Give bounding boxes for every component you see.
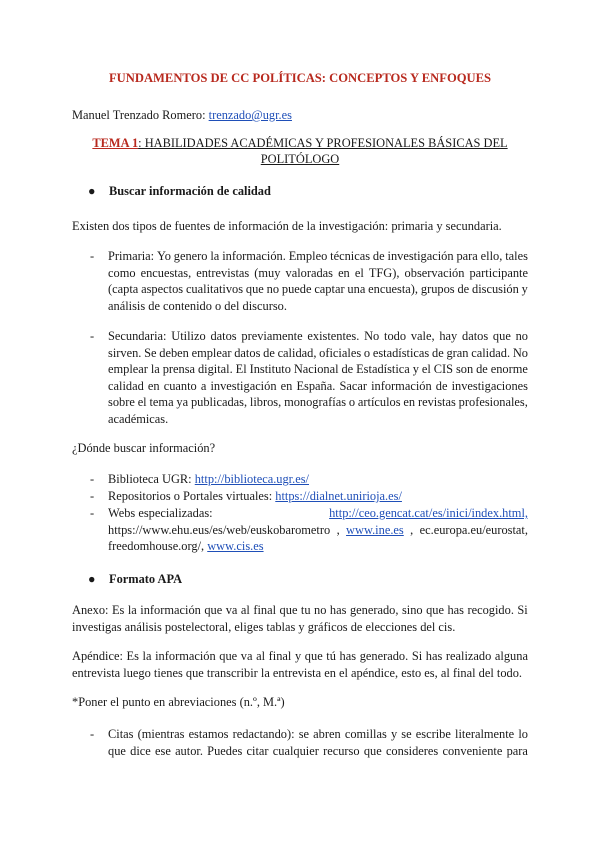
tema-text-line2: POLITÓLOGO	[260, 151, 340, 166]
dash-marker: -	[90, 249, 95, 263]
apendice-paragraph: Apéndice: Es la información que va al final y que tú has generado. Si has realizado alguna entrevista luego tienes que transcribir la entrevista en el apéndice, esto es, al final del todo.	[72, 649, 528, 680]
dash-marker: -	[90, 489, 95, 503]
repositorios-label: Repositorios o Portales virtuales:	[108, 489, 273, 503]
primaria-line: análisis de contenido o del discurso.	[108, 298, 287, 313]
author-label: Manuel Trenzado Romero:	[72, 108, 206, 122]
secundaria-line: sobre el tema ya publicadas, libros, monografías o artículos en revistas profesionales,	[108, 395, 528, 410]
primaria-text	[108, 248, 528, 314]
secundaria-line: emplear la prensa digital. El Instituto Nacional de Estadística y el CIS son de enorme	[108, 362, 528, 377]
euskobarometro-url: https://www.ehu.eus/es/web/euskobarometro	[108, 522, 331, 537]
citas-text: Citas (mientras estamos redactando): se abren comillas y se escribe literalmente lo que dice ese autor. Puedes citar cualquier recurso que consideres conveniente para	[108, 727, 528, 758]
abbreviation-note: *Poner el punto en abreviaciones (n.º, M.ª)	[72, 695, 285, 709]
intro-paragraph: Existen dos tipos de fuentes de información de la investigación: primaria y secundaria.	[72, 219, 502, 233]
ceo-link[interactable]: http://ceo.gencat.cat/es/inici/index.html,	[329, 506, 528, 520]
primaria-line: (capta aspectos cualitativos que no puede captar una encuesta), grupos de discusión y	[108, 282, 528, 297]
anexo-paragraph: Anexo: Es la información que va al final que tu no has generado, sino que has recogido. Si investigas análisis postelectoral, eliges tablas y gráficos de elecciones del cis.	[72, 603, 528, 634]
donde-question: ¿Dónde buscar información?	[72, 441, 216, 455]
primaria-line: Primaria: Yo genero la información. Empleo técnicas de investigación para ello, tales	[108, 249, 528, 263]
secundaria-line: calidad en cuanto a investigación en España. Sacar información de investigaciones	[108, 378, 528, 393]
primaria-line: como encuestas, entrevistas (muy valoradas en el TFG), observación participante	[108, 265, 528, 280]
dash-marker: -	[90, 506, 95, 520]
dash-marker: -	[90, 329, 95, 343]
bullet-icon: ●	[88, 184, 96, 198]
document-title: FUNDAMENTOS DE CC POLÍTICAS: CONCEPTOS Y ENFOQUES	[108, 71, 492, 85]
tema-text-line1: : HABILIDADES ACADÉMICAS Y PROFESIONALES BÁSICAS DEL	[138, 136, 508, 150]
ine-link[interactable]: www.ine.es	[346, 522, 404, 537]
dash-marker: -	[90, 727, 95, 741]
secundaria-line: Secundaria: Utilizo datos previamente existentes. No todo vale, hay datos que no	[108, 329, 528, 343]
freedomhouse-url: freedomhouse.org/,	[108, 539, 205, 554]
eurostat-url: ec.europa.eu/eurostat,	[419, 522, 528, 537]
author-line	[72, 107, 292, 124]
bullet-icon: ●	[88, 572, 96, 586]
document-page: FUNDAMENTOS DE CC POLÍTICAS: CONCEPTOS Y ENFOQUES Manuel Trenzado Romero: trenzado@ugr.es TEMA 1: HABILIDADES ACADÉMICAS Y PROFESIONALES BÁSICAS DEL POLITÓLOGO ● Buscar información de calidad Existen dos tipos de fuentes de información de la investigación: primaria y secundaria. - Primaria: Yo genero la información. Empleo técnicas de investigación para ello, tales como encuestas, entrevistas (muy valoradas en el TFG), observación participante (capta aspectos cualitativos que no puede captar una encuesta), grupos de discusión y análisis de contenido o del discurso. - Secundaria: Utilizo datos previamente existentes. No todo vale, hay datos que no sirven. Se deben emplear datos de calidad, oficiales o estadísticas de gran calidad. No emplear la prensa digital. El Instituto Nacional de Estadística y el CIS son de enorme calidad en cuanto a investigación en España. Sacar información de investigaciones sobre el tema ya publicadas, libros, monografías o artículos en revistas profesionales, académicas. ¿Dónde buscar información? - Biblioteca UGR: http://biblioteca.ugr.es/ - Repositorios o Portales virtuales: https://dialnet.unirioja.es/ - Webs especializadas: http://ceo.gencat.cat/es/inici/index.html, https://www.ehu.eus/es/web/euskobarometro , www.ine.es , ec.europa.eu/eurostat, freedomhouse.org/, www.cis.es ● Formato APA Anexo: Es la información que va al final que tu no has generado, sino que has recogido. Si investigas análisis postelectoral, eliges tablas y gráficos de elecciones del cis. Apéndice: Es la información que va al final y que tú has generado. Si has realizado alguna entrevista luego tienes que transcribir la entrevista en el apéndice, esto es, al final del todo. *Poner el punto en abreviaciones (n.º, M.ª) - Citas (mientras estamos redactando): se abren comillas y se escribe literalmente lo que dice ese autor. Puedes citar cualquier recurso que consideres conveniente para	[0, 0, 600, 848]
biblioteca-label: Biblioteca UGR:	[108, 472, 192, 486]
dash-marker: -	[90, 472, 95, 486]
secundaria-line: académicas.	[108, 411, 169, 426]
tema-prefix: TEMA 1	[92, 136, 139, 150]
tema-heading	[72, 136, 528, 167]
comma: ,	[336, 522, 340, 537]
dialnet-link[interactable]: https://dialnet.unirioja.es/	[275, 489, 402, 503]
biblioteca-link[interactable]: http://biblioteca.ugr.es/	[194, 472, 309, 486]
author-email-link[interactable]: trenzado@ugr.es	[208, 108, 292, 122]
comma: ,	[410, 522, 414, 537]
webs-label: Webs especializadas:	[108, 506, 213, 520]
secundaria-line: sirven. Se deben emplear datos de calidad, oficiales o estadísticas de gran calidad. No	[108, 345, 528, 360]
secundaria-text	[108, 328, 528, 428]
cis-link[interactable]: www.cis.es	[207, 539, 264, 554]
